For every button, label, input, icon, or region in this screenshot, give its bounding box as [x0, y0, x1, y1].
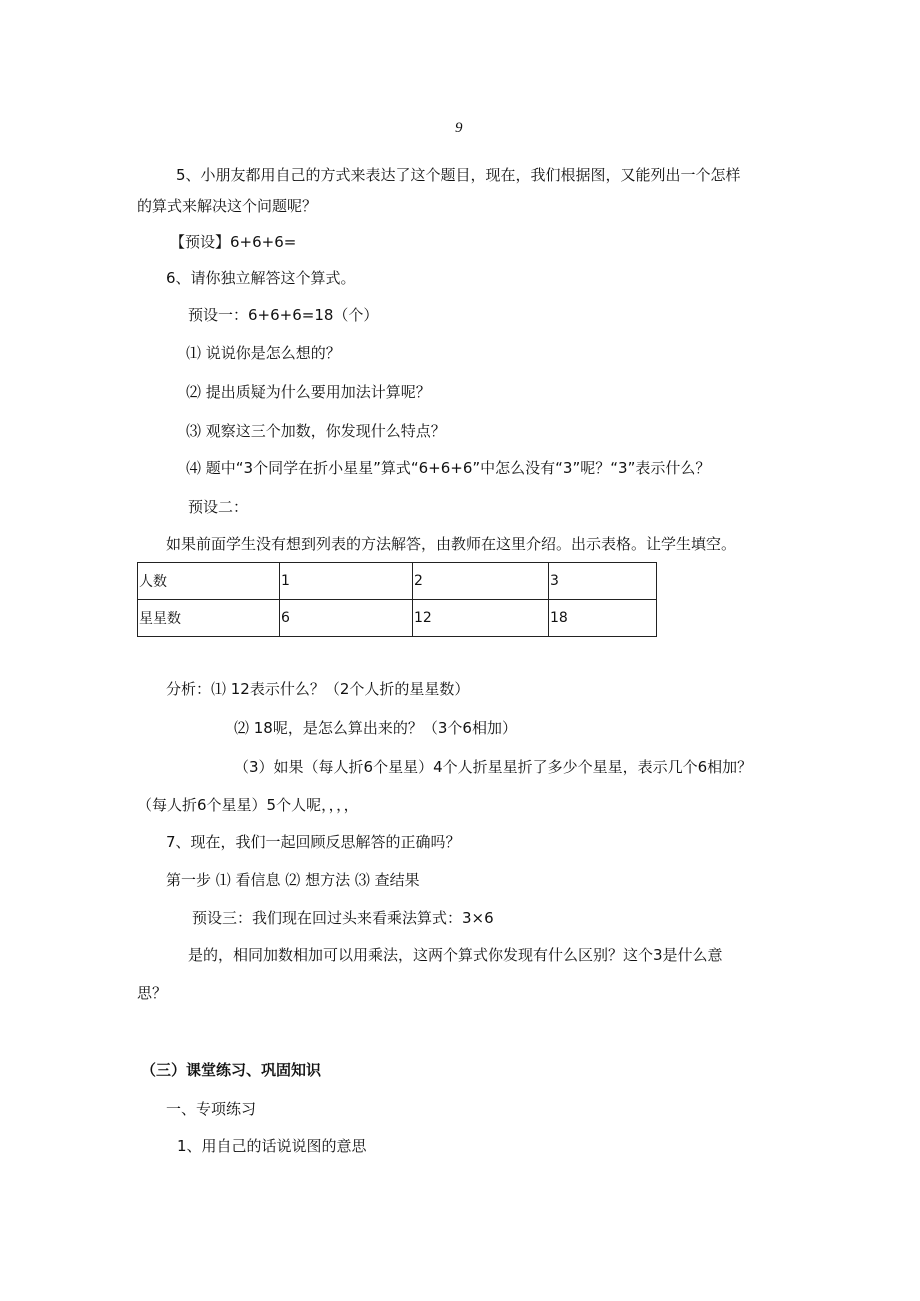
conclusion-line-1: 是的，相同加数相加可以用乘法，这两个算式你发现有什么区别？这个3是什么意 [188, 946, 723, 964]
table-cell: 2 [413, 563, 549, 600]
table-cell: 1 [280, 563, 413, 600]
preset-three: 预设三：我们现在回过头来看乘法算式：3×6 [192, 909, 494, 927]
analysis-4: （每人折6个星星）5个人呢，，，， [137, 796, 359, 814]
question-5-line-2: 的算式来解决这个问题呢？ [137, 197, 318, 215]
analysis-1: 分析：⑴ 12表示什么？（2个人折的星星数） [166, 680, 470, 698]
question-5-line-1: 5、小朋友都用自己的方式来表达了这个题目，现在，我们根据图，又能列出一个怎样 [176, 166, 741, 184]
table-row [138, 563, 657, 600]
analysis-2: ⑵ 18呢，是怎么算出来的？（3个6相加） [234, 719, 517, 737]
page-number: 9 [455, 120, 463, 136]
question-7: 7、现在，我们一起回顾反思解答的正确吗？ [166, 833, 461, 851]
question-6: 6、请你独立解答这个算式。 [166, 269, 356, 287]
analysis-3: （3）如果（每人折6个星星）4个人折星星折了多少个星星，表示几个6相加？ [234, 758, 753, 776]
subheading: 一、专项练习 [166, 1100, 257, 1118]
preset-two: 预设二： [188, 498, 249, 516]
prompt-3: ⑶ 观察这三个加数，你发现什么特点？ [186, 422, 446, 440]
preset-label: 【预设】6+6+6= [170, 233, 297, 251]
preset-one: 预设一：6+6+6=18（个） [188, 306, 379, 324]
table-cell: 6 [280, 600, 413, 637]
prompt-2: ⑵ 提出质疑为什么要用加法计算呢？ [186, 383, 431, 401]
table-cell: 12 [413, 600, 549, 637]
table-cell: 人数 [138, 563, 280, 600]
section-heading: （三）课堂练习、巩固知识 [141, 1061, 322, 1079]
table-cell: 3 [549, 563, 657, 600]
steps: 第一步 ⑴ 看信息 ⑵ 想方法 ⑶ 查结果 [166, 871, 420, 889]
conclusion-line-2: 思？ [137, 984, 168, 1002]
stars-table [137, 562, 657, 637]
table-intro: 如果前面学生没有想到列表的方法解答，由教师在这里介绍。出示表格。让学生填空。 [166, 535, 737, 553]
table-row [138, 600, 657, 637]
prompt-1: ⑴ 说说你是怎么想的？ [186, 344, 341, 362]
prompt-4: ⑷ 题中“3个同学在折小星星”算式“6+6+6”中怎么没有“3”呢？“3”表示什么？ [186, 459, 711, 477]
exercise-item-1: 1、用自己的话说说图的意思 [177, 1137, 367, 1155]
table-cell: 星星数 [138, 600, 280, 637]
table-cell: 18 [549, 600, 657, 637]
